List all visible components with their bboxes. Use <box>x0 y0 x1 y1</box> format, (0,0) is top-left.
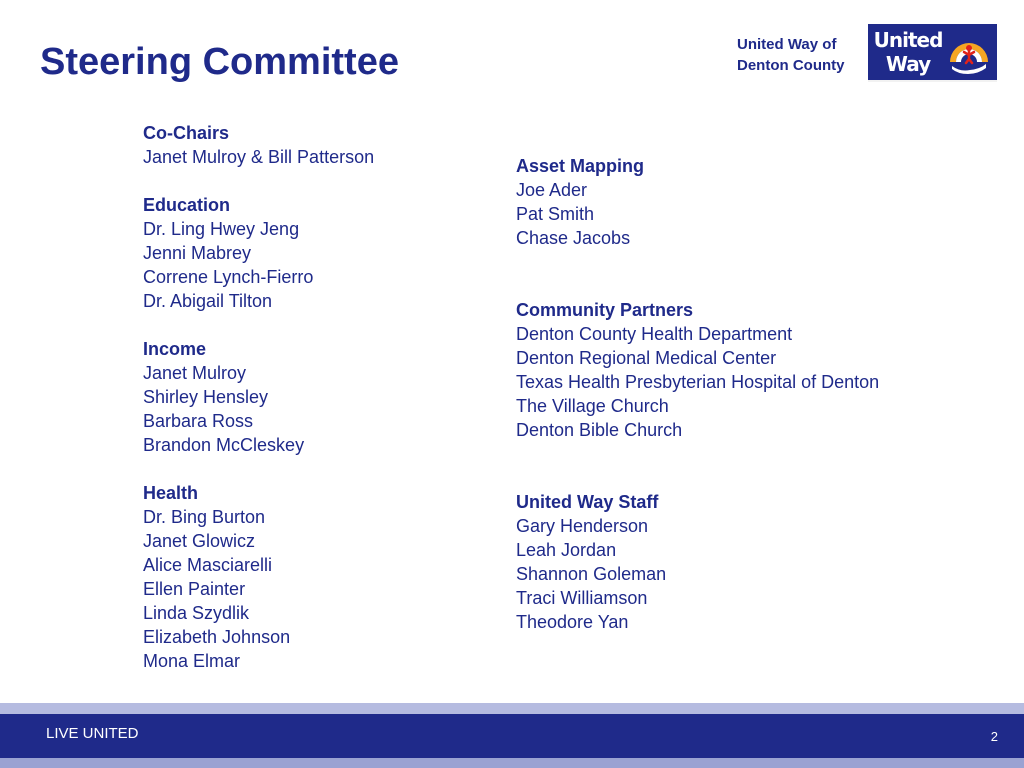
right-column <box>516 154 986 634</box>
member-name: Mona Elmar <box>143 651 241 671</box>
united-way-hand-rainbow-icon <box>946 28 992 76</box>
committee-section-health <box>143 481 473 673</box>
organization-name <box>737 34 867 76</box>
member-name: Janet Mulroy & Bill Patterson <box>143 147 375 167</box>
section-heading: Income <box>143 339 207 359</box>
united-way-logo <box>868 24 997 82</box>
member-name: Gary Henderson <box>516 516 649 536</box>
member-name: Ellen Painter <box>143 579 246 599</box>
section-heading: United Way Staff <box>516 492 659 512</box>
section-heading: Community Partners <box>516 300 694 320</box>
committee-section-income <box>143 337 473 457</box>
member-name: The Village Church <box>516 396 669 416</box>
member-name: Denton County Health Department <box>516 324 793 344</box>
footer-band <box>0 714 1024 758</box>
member-name: Chase Jacobs <box>516 228 631 248</box>
footer-tagline: LIVE UNITED <box>46 725 139 742</box>
member-name: Jenni Mabrey <box>143 243 252 263</box>
member-name: Elizabeth Johnson <box>143 627 291 647</box>
footer-bottom-stripe <box>0 758 1024 768</box>
member-name: Correne Lynch-Fierro <box>143 267 314 287</box>
footer-top-stripe <box>0 703 1024 714</box>
member-name: Traci Williamson <box>516 588 648 608</box>
member-name: Denton Regional Medical Center <box>516 348 777 368</box>
member-name: Alice Masciarelli <box>143 555 273 575</box>
logo-wordmark-line-2: Way <box>885 52 931 76</box>
logo-wordmark-line-1: United <box>873 28 943 52</box>
organization-name-line-1: United Way of <box>737 36 837 53</box>
member-name: Brandon McCleskey <box>143 435 305 455</box>
member-name: Shirley Hensley <box>143 387 269 407</box>
left-column <box>143 121 473 673</box>
member-name: Theodore Yan <box>516 612 629 632</box>
member-name: Shannon Goleman <box>516 564 667 584</box>
slide-title: Steering Committee <box>40 41 399 83</box>
member-name: Janet Mulroy <box>143 363 247 383</box>
member-name: Janet Glowicz <box>143 531 256 551</box>
member-name: Texas Health Presbyterian Hospital of Denton <box>516 372 880 392</box>
member-name: Barbara Ross <box>143 411 254 431</box>
member-name: Dr. Ling Hwey Jeng <box>143 219 300 239</box>
logo-wordmark <box>872 28 944 76</box>
member-name: Pat Smith <box>516 204 595 224</box>
committee-section-asset-mapping <box>516 154 986 250</box>
committee-section-co-chairs <box>143 121 473 169</box>
member-name: Denton Bible Church <box>516 420 683 440</box>
section-heading: Asset Mapping <box>516 156 645 176</box>
section-heading: Co-Chairs <box>143 123 230 143</box>
page-number: 2 <box>990 729 998 744</box>
section-heading: Health <box>143 483 199 503</box>
member-name: Dr. Bing Burton <box>143 507 266 527</box>
member-name: Joe Ader <box>516 180 588 200</box>
committee-section-united-way-staff <box>516 490 986 634</box>
section-heading: Education <box>143 195 231 215</box>
member-name: Linda Szydlik <box>143 603 250 623</box>
committee-section-community-partners <box>516 298 986 442</box>
member-name: Leah Jordan <box>516 540 617 560</box>
member-name: Dr. Abigail Tilton <box>143 291 273 311</box>
organization-name-line-2: Denton County <box>737 57 845 74</box>
committee-section-education <box>143 193 473 313</box>
